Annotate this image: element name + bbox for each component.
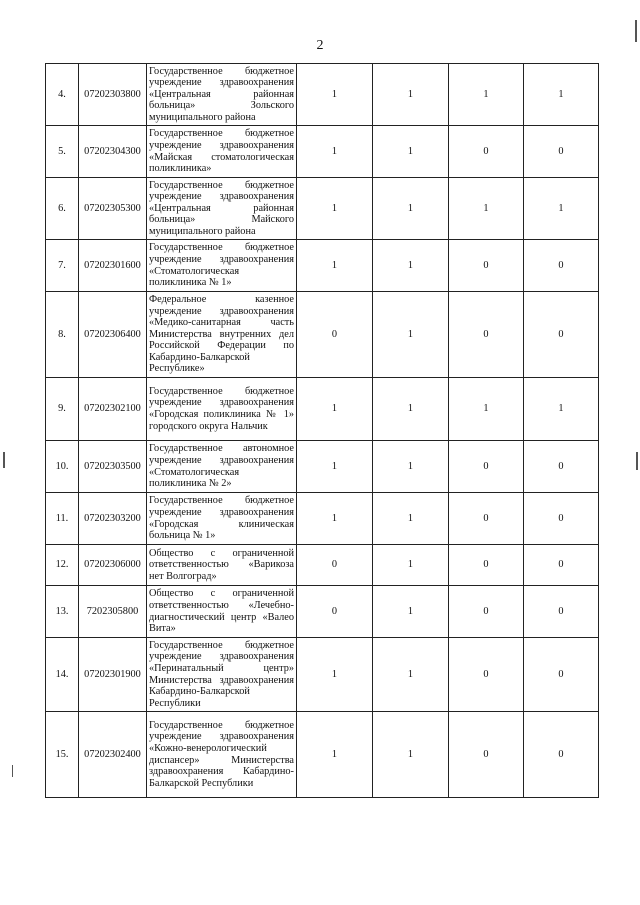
organization-name: Государственное бюджетное учреждение здравоохранения «Стоматологическая поликлиника № 1» xyxy=(147,240,297,292)
row-number: 8. xyxy=(46,292,79,378)
scan-artifact-mark xyxy=(12,765,13,777)
row-number: 15. xyxy=(46,712,79,798)
row-number: 13. xyxy=(46,586,79,638)
table-row xyxy=(46,240,599,292)
organization-code: 07202303500 xyxy=(79,441,147,493)
organization-name: Государственное бюджетное учреждение здравоохранения «Перинатальный центр» Министерства здравоохранения Кабардино-Балкарской Республики xyxy=(147,638,297,712)
value-col-4: 0 xyxy=(524,493,599,545)
value-col-2: 1 xyxy=(373,64,449,126)
organization-name: Государственное автономное учреждение здравоохранения «Стоматологическая поликлиника № 2» xyxy=(147,441,297,493)
value-col-4: 0 xyxy=(524,586,599,638)
organization-name: Государственное бюджетное учреждение здравоохранения «Центральная районная больница» Зольского муниципального района xyxy=(147,64,297,126)
row-number: 14. xyxy=(46,638,79,712)
organization-code: 07202306000 xyxy=(79,545,147,586)
organization-code: 07202301600 xyxy=(79,240,147,292)
table-row xyxy=(46,378,599,441)
table-row xyxy=(46,64,599,126)
scan-artifact-mark xyxy=(636,452,638,470)
value-col-3: 1 xyxy=(449,378,524,441)
value-col-1: 1 xyxy=(297,712,373,798)
table-row xyxy=(46,292,599,378)
row-number: 9. xyxy=(46,378,79,441)
organization-code: 07202303200 xyxy=(79,493,147,545)
value-col-2: 1 xyxy=(373,292,449,378)
table-row xyxy=(46,638,599,712)
value-col-1: 0 xyxy=(297,292,373,378)
value-col-1: 1 xyxy=(297,441,373,493)
value-col-2: 1 xyxy=(373,240,449,292)
value-col-4: 0 xyxy=(524,126,599,178)
value-col-3: 0 xyxy=(449,240,524,292)
value-col-4: 1 xyxy=(524,178,599,240)
value-col-3: 0 xyxy=(449,292,524,378)
value-col-1: 1 xyxy=(297,493,373,545)
value-col-3: 0 xyxy=(449,586,524,638)
organization-code: 07202302400 xyxy=(79,712,147,798)
value-col-4: 0 xyxy=(524,441,599,493)
organization-name: Государственное бюджетное учреждение здравоохранения «Городская клиническая больница № 1» xyxy=(147,493,297,545)
organization-name: Государственное бюджетное учреждение здравоохранения «Кожно-венерологический диспансер» Министерства здравоохранения Кабардино-Балкарской Республики xyxy=(147,712,297,798)
table-row xyxy=(46,712,599,798)
table-row xyxy=(46,493,599,545)
organization-name: Общество с ограниченной ответственностью «Лечебно-диагностический центр «Валео Вита» xyxy=(147,586,297,638)
value-col-3: 1 xyxy=(449,178,524,240)
table-row xyxy=(46,545,599,586)
scan-artifact-mark xyxy=(635,20,637,42)
table-row xyxy=(46,586,599,638)
organization-name: Федеральное казенное учреждение здравоохранения «Медико-санитарная часть Министерства внутренних дел Российской Федерации по Кабардино-Балкарской Республике» xyxy=(147,292,297,378)
value-col-4: 0 xyxy=(524,712,599,798)
value-col-2: 1 xyxy=(373,586,449,638)
table-row xyxy=(46,178,599,240)
value-col-1: 1 xyxy=(297,178,373,240)
organization-code: 07202302100 xyxy=(79,378,147,441)
organization-name: Государственное бюджетное учреждение здравоохранения «Городская поликлиника № 1» городского округа Нальчик xyxy=(147,378,297,441)
row-number: 4. xyxy=(46,64,79,126)
organization-code: 07202303800 xyxy=(79,64,147,126)
organization-code: 07202305300 xyxy=(79,178,147,240)
table-body xyxy=(46,64,599,798)
value-col-4: 0 xyxy=(524,292,599,378)
scan-artifact-mark xyxy=(3,452,5,468)
value-col-1: 1 xyxy=(297,64,373,126)
value-col-4: 1 xyxy=(524,64,599,126)
table-row xyxy=(46,441,599,493)
table-row xyxy=(46,126,599,178)
value-col-1: 0 xyxy=(297,545,373,586)
value-col-3: 0 xyxy=(449,545,524,586)
value-col-2: 1 xyxy=(373,545,449,586)
value-col-2: 1 xyxy=(373,638,449,712)
value-col-1: 1 xyxy=(297,638,373,712)
organization-code: 07202306400 xyxy=(79,292,147,378)
medical-organizations-table xyxy=(45,63,599,798)
value-col-2: 1 xyxy=(373,441,449,493)
value-col-2: 1 xyxy=(373,378,449,441)
value-col-3: 0 xyxy=(449,712,524,798)
organization-code: 07202301900 xyxy=(79,638,147,712)
row-number: 11. xyxy=(46,493,79,545)
value-col-2: 1 xyxy=(373,126,449,178)
value-col-3: 0 xyxy=(449,493,524,545)
value-col-3: 0 xyxy=(449,441,524,493)
row-number: 5. xyxy=(46,126,79,178)
value-col-3: 1 xyxy=(449,64,524,126)
organization-code: 7202305800 xyxy=(79,586,147,638)
organization-name: Общество с ограниченной ответственностью «Варикоза нет Волгоград» xyxy=(147,545,297,586)
value-col-2: 1 xyxy=(373,493,449,545)
value-col-4: 0 xyxy=(524,638,599,712)
row-number: 6. xyxy=(46,178,79,240)
value-col-1: 1 xyxy=(297,378,373,441)
row-number: 12. xyxy=(46,545,79,586)
row-number: 7. xyxy=(46,240,79,292)
value-col-3: 0 xyxy=(449,126,524,178)
value-col-2: 1 xyxy=(373,712,449,798)
organization-code: 07202304300 xyxy=(79,126,147,178)
organization-name: Государственное бюджетное учреждение здравоохранения «Центральная районная больница» Майского муниципального района xyxy=(147,178,297,240)
row-number: 10. xyxy=(46,441,79,493)
organization-name: Государственное бюджетное учреждение здравоохранения «Майская стоматологическая поликлиника» xyxy=(147,126,297,178)
value-col-1: 1 xyxy=(297,240,373,292)
page-number: 2 xyxy=(316,38,324,53)
value-col-1: 1 xyxy=(297,126,373,178)
value-col-1: 0 xyxy=(297,586,373,638)
value-col-2: 1 xyxy=(373,178,449,240)
value-col-3: 0 xyxy=(449,638,524,712)
value-col-4: 1 xyxy=(524,378,599,441)
value-col-4: 0 xyxy=(524,240,599,292)
value-col-4: 0 xyxy=(524,545,599,586)
